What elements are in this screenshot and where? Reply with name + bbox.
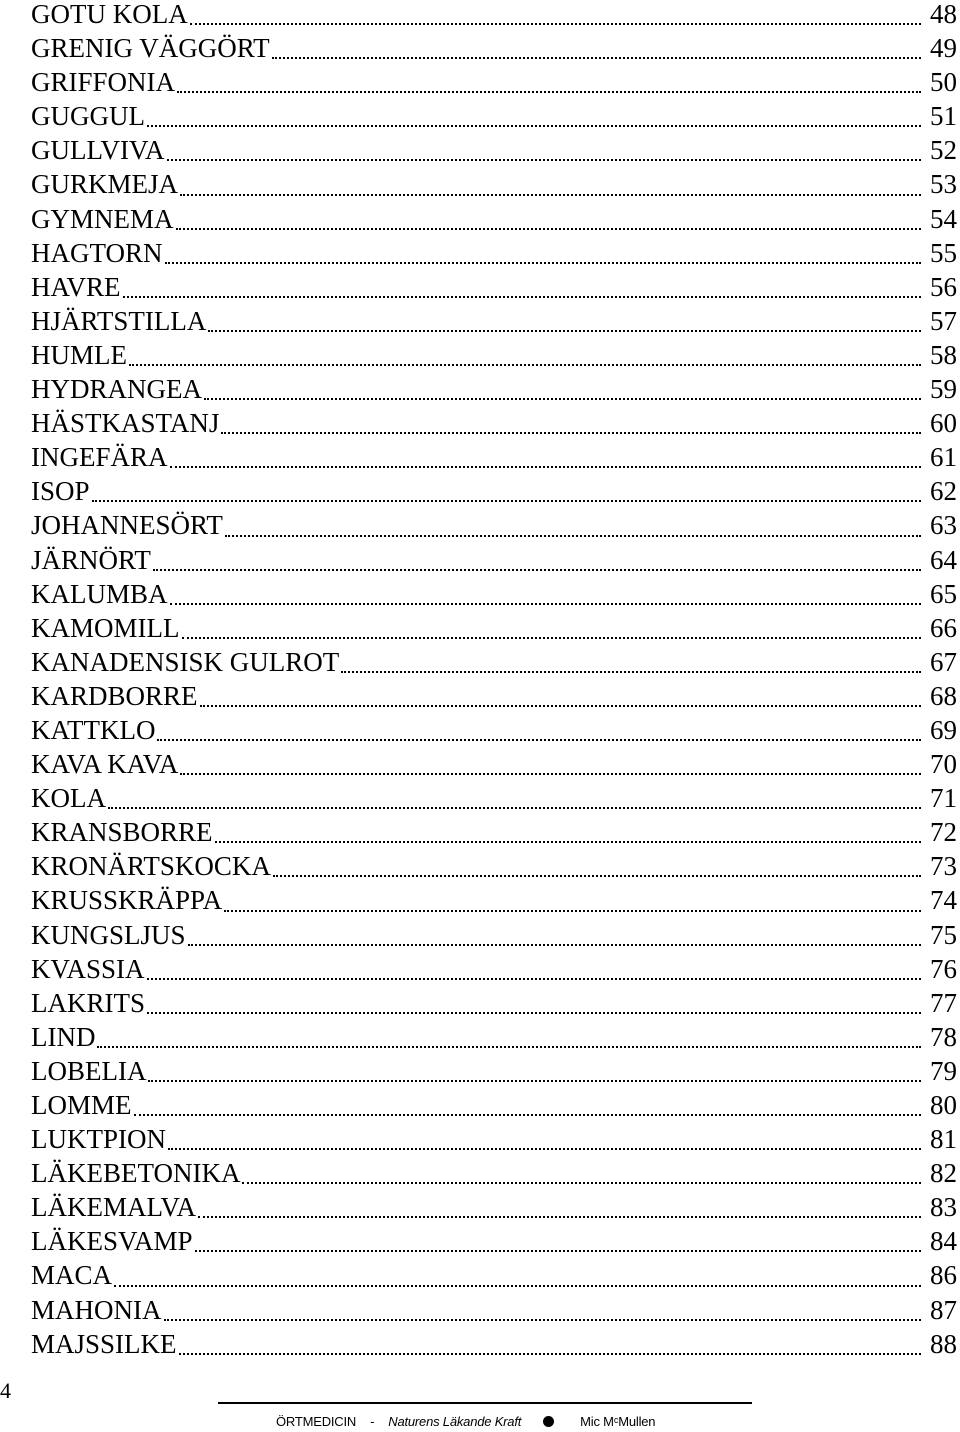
- toc-entry: [31, 511, 957, 545]
- toc-dot-leader: [129, 341, 921, 375]
- toc-entry-name: GRIFFONIA: [31, 67, 176, 98]
- toc-entry: [31, 205, 957, 239]
- toc-dot-leader: [204, 375, 921, 409]
- toc-entry-name: KRUSSKRÄPPA: [31, 885, 223, 916]
- toc-entry: [31, 614, 957, 648]
- toc-dot-leader: [108, 784, 921, 818]
- toc-entry: [31, 409, 957, 443]
- toc-entry-page: 63: [930, 510, 957, 541]
- toc-entry: [31, 716, 957, 750]
- toc-entry-page: 84: [930, 1226, 957, 1257]
- toc-dot-leader: [221, 409, 921, 443]
- toc-dot-leader: [198, 1193, 921, 1227]
- toc-entry-page: 64: [930, 544, 957, 575]
- toc-dot-leader: [147, 102, 921, 136]
- toc-dot-leader: [165, 239, 921, 273]
- toc-entry: [31, 443, 957, 477]
- toc-entry: [31, 1296, 957, 1330]
- footer-author: Mic MᶜMullen: [580, 1414, 656, 1429]
- footer-divider: [218, 1402, 752, 1404]
- toc-dot-leader: [180, 170, 921, 204]
- toc-entry: [31, 136, 957, 170]
- toc-entry: [31, 1023, 957, 1057]
- toc-entry: [31, 750, 957, 784]
- toc-entry-page: 67: [930, 646, 957, 677]
- toc-entry-page: 87: [930, 1294, 957, 1325]
- page-footer: [276, 1414, 655, 1429]
- toc-entry-name: KUNGSLJUS: [31, 919, 186, 950]
- footer-separator: -: [370, 1414, 375, 1429]
- toc-entry: [31, 0, 957, 34]
- toc-entry-page: 66: [930, 612, 957, 643]
- toc-entry: [31, 341, 957, 375]
- toc-dot-leader: [164, 1296, 922, 1330]
- toc-entry: [31, 102, 957, 136]
- toc-dot-leader: [208, 307, 921, 341]
- toc-entry: [31, 852, 957, 886]
- toc-entry: [31, 921, 957, 955]
- toc-dot-leader: [92, 477, 921, 511]
- toc-entry-name: JÄRNÖRT: [31, 544, 151, 575]
- toc-entry-page: 60: [930, 408, 957, 439]
- toc-entry-name: JOHANNESÖRT: [31, 510, 223, 541]
- toc-entry-name: KRANSBORRE: [31, 817, 213, 848]
- toc-dot-leader: [153, 546, 921, 580]
- toc-dot-leader: [134, 1091, 922, 1125]
- toc-entry-name: KALUMBA: [31, 578, 168, 609]
- toc-dot-leader: [215, 818, 921, 852]
- toc-entry-name: INGEFÄRA: [31, 442, 168, 473]
- toc-entry-name: HUMLE: [31, 339, 127, 370]
- toc-entry-name: KATTKLO: [31, 714, 156, 745]
- toc-entry: [31, 1125, 957, 1159]
- toc-entry-name: GRENIG VÄGGÖRT: [31, 33, 270, 64]
- toc-entry-page: 57: [930, 305, 957, 336]
- toc-dot-leader: [177, 68, 921, 102]
- toc-dot-leader: [273, 852, 921, 886]
- toc-entry-name: MAJSSILKE: [31, 1328, 177, 1359]
- toc-entry-page: 65: [930, 578, 957, 609]
- toc-dot-leader: [170, 443, 921, 477]
- toc-dot-leader: [147, 955, 921, 989]
- toc-entry-page: 81: [930, 1124, 957, 1155]
- toc-entry-page: 76: [930, 953, 957, 984]
- toc-entry: [31, 1091, 957, 1125]
- toc-dot-leader: [188, 921, 921, 955]
- toc-entry-page: 54: [930, 203, 957, 234]
- toc-entry-name: GOTU KOLA: [31, 0, 188, 29]
- toc-entry-page: 58: [930, 339, 957, 370]
- toc-dot-leader: [157, 716, 921, 750]
- toc-entry-page: 88: [930, 1328, 957, 1359]
- toc-entry-name: LAKRITS: [31, 987, 145, 1018]
- toc-entry-page: 82: [930, 1158, 957, 1189]
- toc-entry-page: 69: [930, 714, 957, 745]
- toc-entry-name: HJÄRTSTILLA: [31, 305, 207, 336]
- toc-entry-name: HAGTORN: [31, 237, 163, 268]
- toc-entry-page: 77: [930, 987, 957, 1018]
- toc-entry-name: GYMNEMA: [31, 203, 174, 234]
- toc-entry-name: HAVRE: [31, 271, 121, 302]
- toc-entry-page: 53: [930, 169, 957, 200]
- toc-entry-page: 50: [930, 67, 957, 98]
- toc-entry-name: HÄSTKASTANJ: [31, 408, 220, 439]
- toc-entry: [31, 648, 957, 682]
- toc-dot-leader: [170, 580, 921, 614]
- toc-entry: [31, 477, 957, 511]
- toc-dot-leader: [147, 989, 921, 1023]
- toc-entry-page: 72: [930, 817, 957, 848]
- toc-dot-leader: [167, 136, 921, 170]
- toc-entry-name: ISOP: [31, 476, 90, 507]
- toc-entry: [31, 307, 957, 341]
- toc-entry: [31, 1193, 957, 1227]
- toc-entry-name: KARDBORRE: [31, 680, 198, 711]
- toc-dot-leader: [123, 273, 921, 307]
- toc-entry-page: 83: [930, 1192, 957, 1223]
- toc-entry: [31, 818, 957, 852]
- toc-entry-name: LÄKESVAMP: [31, 1226, 193, 1257]
- toc-dot-leader: [200, 682, 921, 716]
- toc-entry-page: 71: [930, 783, 957, 814]
- toc-entry-name: KRONÄRTSKOCKA: [31, 851, 271, 882]
- toc-entry: [31, 273, 957, 307]
- toc-dot-leader: [272, 34, 921, 68]
- toc-entry-name: KAMOMILL: [31, 612, 180, 643]
- toc-entry-page: 73: [930, 851, 957, 882]
- toc-entry-page: 70: [930, 749, 957, 780]
- bullet-icon: [543, 1416, 554, 1427]
- toc-dot-leader: [224, 886, 921, 920]
- toc-entry-page: 68: [930, 680, 957, 711]
- toc-dot-leader: [341, 648, 921, 682]
- toc-entry-page: 86: [930, 1260, 957, 1291]
- toc-dot-leader: [179, 1330, 921, 1364]
- toc-entry: [31, 682, 957, 716]
- toc-dot-leader: [97, 1023, 921, 1057]
- toc-entry-name: LÄKEBETONIKA: [31, 1158, 241, 1189]
- toc-entry-name: KANADENSISK GULROT: [31, 646, 340, 677]
- toc-dot-leader: [176, 205, 921, 239]
- toc-entry: [31, 784, 957, 818]
- toc-entry: [31, 1261, 957, 1295]
- toc-entry-name: MAHONIA: [31, 1294, 162, 1325]
- footer-book-title: ÖRTMEDICIN: [276, 1414, 357, 1429]
- toc-entry-page: 62: [930, 476, 957, 507]
- toc-dot-leader: [114, 1261, 921, 1295]
- toc-dot-leader: [168, 1125, 921, 1159]
- toc-entry-name: KAVA KAVA: [31, 749, 179, 780]
- toc-dot-leader: [182, 614, 922, 648]
- toc-entry: [31, 68, 957, 102]
- toc-entry: [31, 34, 957, 68]
- toc-entry-page: 79: [930, 1055, 957, 1086]
- toc-entry-page: 74: [930, 885, 957, 916]
- toc-entry-name: LUKTPION: [31, 1124, 166, 1155]
- toc-entry-page: 55: [930, 237, 957, 268]
- toc-entry: [31, 239, 957, 273]
- toc-entry-page: 61: [930, 442, 957, 473]
- toc-dot-leader: [225, 511, 921, 545]
- toc-entry-name: LÄKEMALVA: [31, 1192, 197, 1223]
- page-number: 4: [0, 1378, 11, 1403]
- toc-entry: [31, 1057, 957, 1091]
- toc-entry-name: LOMME: [31, 1090, 132, 1120]
- toc-entry-page: 78: [930, 1021, 957, 1052]
- toc-entry-name: GURKMEJA: [31, 169, 179, 200]
- toc-entry-page: 75: [930, 919, 957, 950]
- toc-entry-name: KVASSIA: [31, 953, 145, 984]
- toc-entry-page: 49: [930, 33, 957, 64]
- toc-entry-name: GULLVIVA: [31, 135, 165, 166]
- toc-entry-page: 48: [930, 0, 957, 29]
- table-of-contents: [31, 0, 957, 1364]
- toc-dot-leader: [190, 0, 921, 34]
- toc-entry: [31, 170, 957, 204]
- toc-entry-page: 80: [930, 1090, 957, 1120]
- toc-entry: [31, 989, 957, 1023]
- toc-entry: [31, 1159, 957, 1193]
- toc-entry-name: GUGGUL: [31, 101, 145, 132]
- toc-dot-leader: [242, 1159, 921, 1193]
- toc-entry-page: 59: [930, 374, 957, 405]
- toc-entry: [31, 886, 957, 920]
- toc-entry-page: 51: [930, 101, 957, 132]
- toc-entry: [31, 546, 957, 580]
- toc-entry: [31, 580, 957, 614]
- toc-entry: [31, 1330, 957, 1364]
- toc-entry: [31, 1227, 957, 1261]
- toc-dot-leader: [195, 1227, 921, 1261]
- toc-entry-name: LIND: [31, 1021, 96, 1052]
- toc-dot-leader: [148, 1057, 921, 1091]
- toc-entry: [31, 375, 957, 409]
- toc-entry: [31, 955, 957, 989]
- toc-entry-page: 56: [930, 271, 957, 302]
- toc-dot-leader: [180, 750, 921, 784]
- toc-entry-page: 52: [930, 135, 957, 166]
- toc-entry-name: MACA: [31, 1260, 113, 1291]
- footer-book-subtitle: Naturens Läkande Kraft: [388, 1414, 522, 1429]
- toc-entry-name: LOBELIA: [31, 1055, 147, 1086]
- toc-entry-name: KOLA: [31, 783, 106, 814]
- toc-entry-name: HYDRANGEA: [31, 374, 202, 405]
